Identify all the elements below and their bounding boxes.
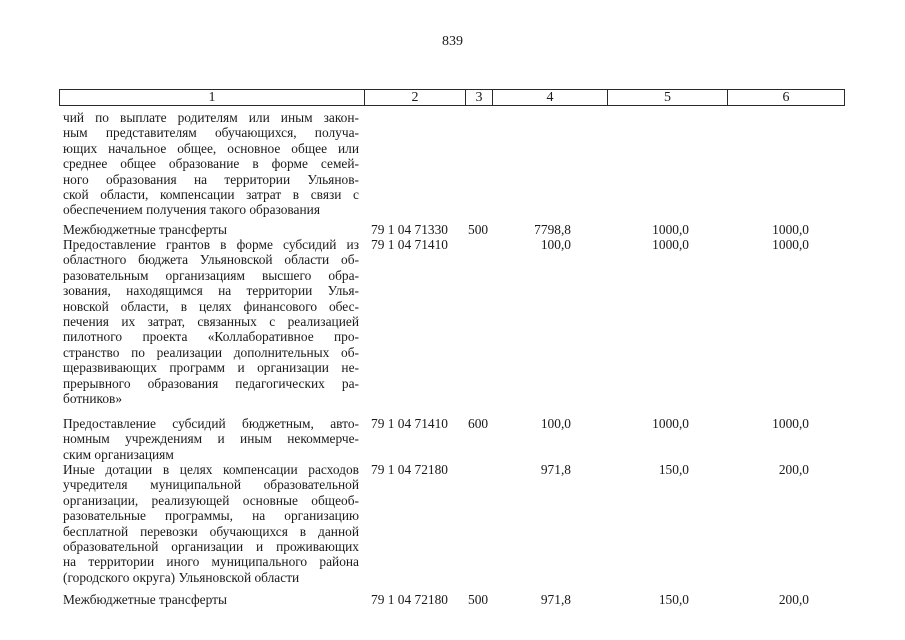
row-col-5: 1000,0: [652, 222, 689, 237]
description-line: (городского округа) Ульяновской области: [63, 569, 300, 585]
header-col-6: 6: [727, 89, 845, 106]
description-line: зования, находящимся на территории Улья-: [63, 283, 359, 299]
row-col-5: 1000,0: [652, 416, 689, 431]
description-line: Межбюджетные трансферты: [63, 592, 227, 607]
description-line: ным представителям обучающихся, получа-: [63, 125, 359, 141]
row-description: [63, 592, 359, 607]
row-col-4: 7798,8: [534, 222, 571, 237]
page-number: 839: [442, 34, 463, 49]
description-line: образовательной организации и проживающих: [63, 538, 359, 554]
row-col-4: 971,8: [540, 592, 571, 607]
description-line: номным учреждениям и иным некоммерче-: [63, 431, 359, 447]
row-description: [63, 416, 359, 462]
row-col-6: 1000,0: [772, 416, 809, 431]
header-col-3: 3: [465, 89, 492, 106]
description-line: новской области, в целях финансового обес-: [63, 298, 359, 314]
description-line: организации, реализующей основные общеоб-: [63, 492, 359, 508]
header-col-5: 5: [607, 89, 727, 106]
row-col-4: 100,0: [540, 237, 571, 252]
row-description: [63, 110, 359, 218]
description-line: среднее общее образование в форме семей-: [63, 156, 359, 172]
row-col-4: 971,8: [540, 462, 571, 477]
row-col-6: 1000,0: [772, 222, 809, 237]
description-line: ским организациям: [63, 446, 174, 462]
row-col-5: 150,0: [658, 462, 689, 477]
description-line: областного бюджета Ульяновской области об-: [63, 252, 359, 268]
description-line: Иные дотации в целях компенсации расходов: [63, 462, 359, 477]
row-col-5: 150,0: [658, 592, 689, 607]
description-line: прерывного образования педагогических ра-: [63, 375, 359, 391]
description-line: Предоставление субсидий бюджетным, авто-: [63, 416, 359, 431]
row-col-6: 200,0: [778, 592, 809, 607]
row-vr: 600: [468, 416, 489, 431]
description-line: странство по реализации дополнительных об-: [63, 344, 359, 360]
description-line: пилотного проекта «Коллаборативное про-: [63, 329, 359, 345]
row-col-4: 100,0: [540, 416, 571, 431]
row-description: [63, 462, 359, 585]
description-line: на территории иного муниципального района: [63, 554, 359, 570]
description-line: разовательные программы, на организацию: [63, 508, 359, 524]
row-code: 79 1 04 72180: [371, 462, 448, 477]
description-line: Межбюджетные трансферты: [63, 222, 227, 237]
row-code: 79 1 04 72180: [371, 592, 448, 607]
row-code: 79 1 04 71410: [371, 237, 448, 252]
row-col-6: 1000,0: [772, 237, 809, 252]
row-description: [63, 237, 359, 406]
description-line: обеспечением получения такого образования: [63, 202, 320, 218]
header-col-4: 4: [492, 89, 607, 106]
description-line: ской области, компенсации затрат в связи с: [63, 186, 359, 202]
header-col-1: 1: [59, 89, 364, 106]
description-line: учредителя муниципальной образовательной: [63, 477, 359, 493]
row-description: [63, 222, 359, 237]
row-code: 79 1 04 71330: [371, 222, 448, 237]
header-col-2: 2: [364, 89, 465, 106]
row-col-5: 1000,0: [652, 237, 689, 252]
row-vr: 500: [468, 592, 489, 607]
description-line: печения их затрат, связанных с реализацией: [63, 313, 359, 329]
description-line: ющих начальное общее, основное общее или: [63, 140, 359, 156]
row-code: 79 1 04 71410: [371, 416, 448, 431]
description-line: ботников»: [63, 390, 123, 406]
description-line: Предоставление грантов в форме субсидий из: [63, 237, 359, 252]
description-line: бесплатной перевозки обучающихся в данной: [63, 523, 359, 539]
description-line: щеразвивающих программ и организации не-: [63, 360, 359, 376]
row-vr: 500: [468, 222, 489, 237]
description-line: чий по выплате родителям или иным закон-: [63, 110, 359, 125]
description-line: ного образования на территории Ульянов-: [63, 171, 359, 187]
row-col-6: 200,0: [778, 462, 809, 477]
description-line: разовательным организациям высшего обра-: [63, 267, 359, 283]
